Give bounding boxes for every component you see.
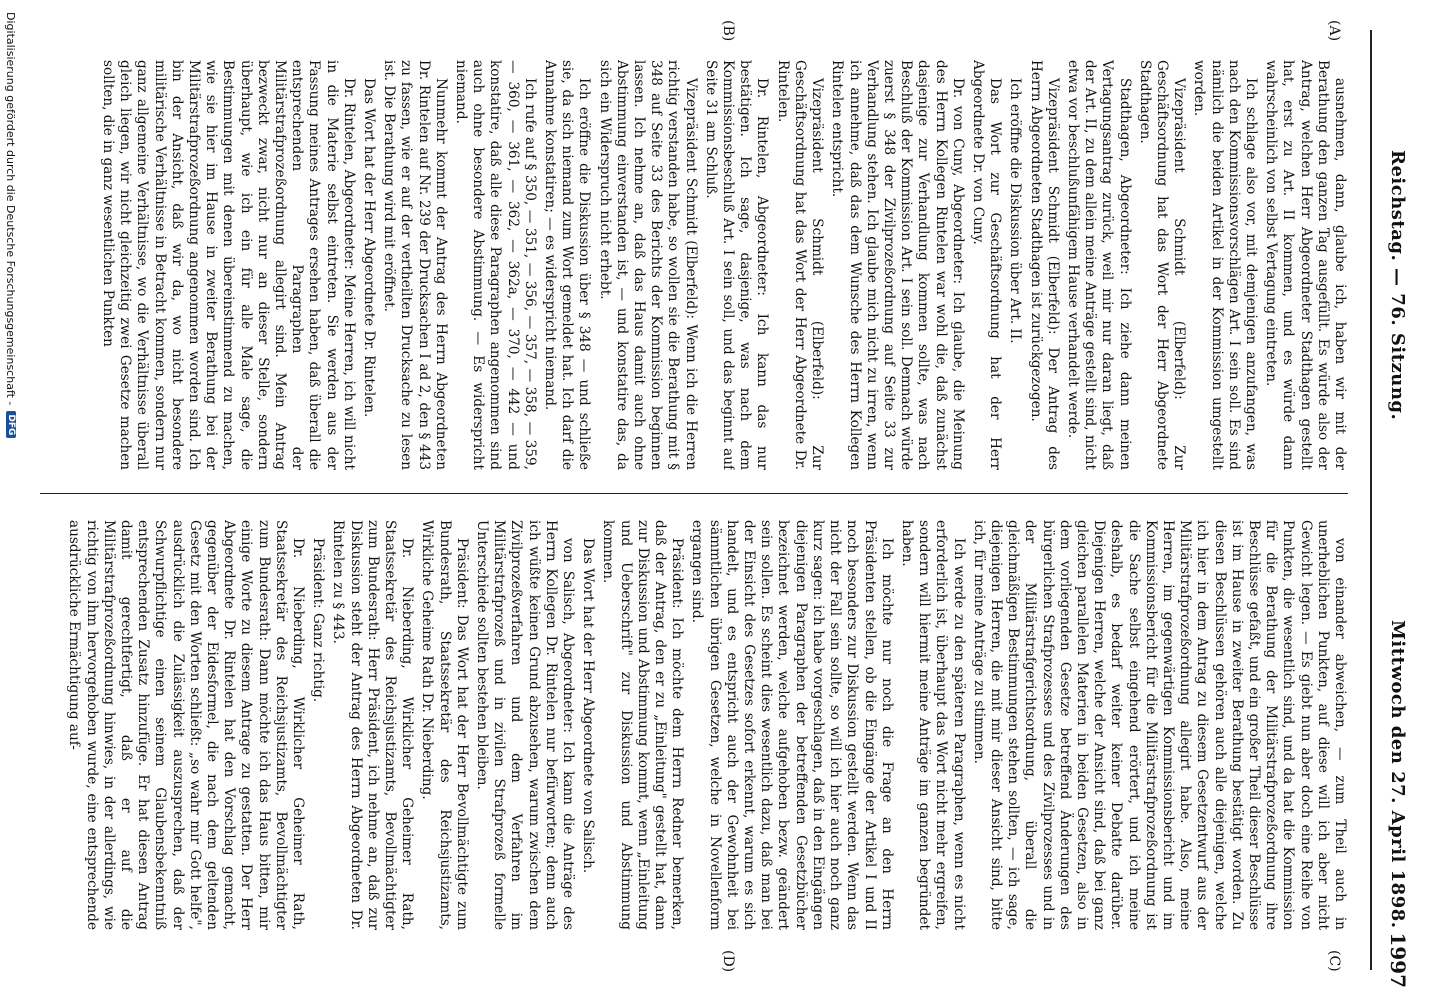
paragraph: von einander abweichen, — zum Theil auch in unerheblichen Punkten, auf diese will ich aber nicht Gewicht legen. — Es giebt nun aber doch eine Reihe von Punkten, die wesentlich sind, und da hat die Kommission für die Berathung der Militärstrafprozeßordnung ihre Beschlüsse gefaßt, und ein großer Theil dieser Beschlüsse ist im Hause in zweiter Berathung bestätigt worden. Zu diesen Beschlüssen gehören auch alle diejenigen, welche ich hier in dem Antrag zu diesem Gesetzentwurf aus der Militärstrafprozeßordnung allegirt habe. Also, meine Herren, im gegenwärtigen Kommissionsbericht und im Kommissionsbericht für die Militärstrafprozeßordnung ist die Sache selbst eingehend erörtert, und ich meine deshalb, es bedarf weiter keiner Debatte darüber. Diejenigen Herren, welche der Ansicht sind, daß bei ganz gleichen parallelen Materien in beiden Gesetzen, also in dem vorliegenden Gesetze betreffend Änderungen des bürgerlichen Strafprozesses und des Zivilprozesses und in der Militärstrafgerichtsordnung, überall die gleichmäßigen Bestimmungen stehen sollten, — ich sage, diejenigen Herren, die mit mir dieser Ansicht sind, bitte ich, für meine Anträge zu stimmen.: [970, 520, 1348, 930]
paragraph: Ich rufe auf § 350, — 351, — 356, — 357, — 358, — 359, — 360, — 361, — 362, — 362a, — 370, — 442 — und konstatire, daß alle diese Paragraphen angenommen sind auch ohne besondere Abstimmung. — Es widerspricht niemand.: [453, 60, 538, 470]
header-left-title: Reichstag. — 76. Sitzung.: [1387, 150, 1408, 421]
right-text-column: [28, 520, 1348, 930]
paragraph: Ich eröffne die Diskussion über Art. II.: [1007, 78, 1024, 344]
paragraph: Dr. Rintelen, Abgeordneter: Meine Herren, ich will nicht in die Materie selbst eintreten. Sie werden aus der Fassung meines Antrages ersehen haben, daß überall die entsprechenden Paragraphen der Militärstrafprozeßordnung allegirt sind. Mein Antrag bezweckt zwar, nicht nur an dieser Stelle, sondern überhaupt, wie ich ein für alle Male sage, die Bestimmungen mit denen übereinstimmend zu machen, wie sie hier im Hause in zweiter Berathung bei der Militärstrafprozeßordnung angenommen worden sind. Ich bin der Ansicht, daß wir da, wo nicht besondere militärische Verhältnisse in Betracht kommen, sondern nur ganz allgemeine Verhältnisse, wo die Verhältnisse überall gleich liegen, wir nicht gleichzeitig zwei Gesetze machen sollten, die in ganz wesentlichen Punkten: [99, 60, 357, 470]
paragraph: Dr. von Cuny, Abgeordneter: Ich glaube, die Meinung des Herrn Kollegen Rintelen war wohl die, daß zunächst dasjenige zur Verhandlung kommen sollte, was nach Beschluß der Kommission Art. I sein soll. Demnach würde zuerst § 348 der Zivilprozeßordnung auf Seite 33 zur Verhandlung stehen. Ich glaube mich nicht zu irren, wenn ich annehme, daß das dem Wunsche des Herrn Kollegen Rintelen entspricht.: [829, 60, 966, 470]
dfg-logo: DFG: [6, 411, 16, 438]
header-right-date: Mittwoch den 27. April 1898.: [1387, 620, 1408, 929]
paragraph: Dr. Nieberding, Wirklicher Geheimer Rath, Staatssekretär des Reichsjustizamts, Bevollmächtigter zum Bundesrath: Dann möchte ich das Haus bitten, mir einige Worte zu diesem Antrage zu gestatten. Der Herr Abgeordnete Dr. Rintelen hat den Vorschlag gemacht, gegenüber der Eidesformel, die nach dem geltenden Gesetz mit den Worten schließt: „so wahr mir Gott helfe", ausdrücklich die Zulässigkeit auszusprechen, daß der Schwurpflichtige einen seinem Glaubensbekenntniß entsprechenden Zusatz hinzufüge. Er hat diesen Antrag damit gerechtfertigt, daß er auf die Militärstrafprozeßordnung hinwies, in der allerdings, wie richtig von ihm hervorgehoben wurde, eine entsprechende ausdrückliche Ermächtigung auf-: [66, 520, 307, 930]
paragraph: Das Wort hat der Herr Abgeordnete Dr. Rintelen.: [361, 78, 378, 418]
left-text-column: [28, 60, 1348, 470]
paragraph: Ich werde zu den späteren Paragraphen, wenn es nicht erforderlich ist, überhaupt das Wort nicht mehr ergreifen, sondern will hiermit meine Anträge im ganzen begründet haben.: [898, 520, 967, 930]
margin-marker-d: (D): [720, 950, 736, 973]
paragraph: Ich möchte nur noch die Frage an den Herrn Präsidenten stellen, ob die Eingänge der Artikel I und II noch besonders zur Diskussion gestellt werden. Wenn das nicht der Fall sein sollte, so will ich hier auch noch ganz kurz sagen: ich habe vorgeschlagen, daß in den Eingängen diejenigen Paragraphen der betreffenden Gesetzbücher bezeichnet werden, welche aufgehoben bezw. geändert sein sollen. Es scheint dies wesentlich dazu, daß man bei der Einsicht des Gesetzes sofort erkennt, warum es sich handelt, und es entspricht auch der Gewohnheit bei sämmtlichen übrigen Gesetzen, welche in Novellenform ergangen sind.: [689, 520, 895, 930]
paragraph: Präsident: Das Wort hat der Herr Bevollmächtigte zum Bundesrath, Staatssekretär des Reichsjustizamts, Wirkliche Geheime Rath Dr. Nieberding.: [419, 520, 470, 930]
paragraph: Vizepräsident Schmidt (Elberfeld): Zur Geschäftsordnung hat das Wort der Herr Abgeordnete Stadthagen.: [1136, 60, 1188, 470]
paragraph: Dr. Rintelen, Abgeordneter: Ich kann das nur bestätigen. Ich sage, dasjenige, was nach dem Kommissionsbeschluß Art. I sein soll, und das beginnt auf Seite 31 am Schluß.: [702, 60, 771, 470]
header-rule: [1370, 30, 1372, 970]
digitization-credit: [0, 0, 22, 1000]
paragraph: Präsident: Ich möchte dem Herrn Redner bemerken, daß der Antrag, den er zu „Einleitung" gestellt hat, dann zur Diskussion und Abstimmung kommt, wenn „Einleitung und Ueberschrift" zur Diskussion und Abstimmung kommen.: [600, 520, 686, 930]
margin-marker-b: (B): [720, 20, 736, 42]
paragraph: Präsident: Ganz richtig.: [310, 538, 327, 703]
paragraph: Vizepräsident Schmidt (Elberfeld): Der Antrag des Herrn Abgeordneten Stadthagen ist zurückgezogen.: [1027, 60, 1061, 470]
paragraph: Nunmehr kommt der Antrag des Herrn Abgeordneten Dr. Rintelen auf Nr. 239 der Drucksachen I ad 2, den § 443 zu fassen, wie er auf der vertheilten Drucksache zu lesen ist. Die Berathung wird mit eröffnet.: [381, 60, 449, 470]
paragraph: Stadthagen, Abgeordneter: Ich ziehe dann meinen Vertagungsantrag zurück, weil mir nur daran liegt, daß der Art. II, zu dem allein meine Anträge gestellt sind, nicht etwa vor beschlußunfähigem Hause verhandelt werde.: [1064, 60, 1133, 470]
margin-marker-a: (A): [1326, 20, 1342, 42]
margin-marker-c: (C): [1326, 950, 1342, 972]
paragraph: von Salisch, Abgeordneter: Ich kann die Anträge des Herrn Kollegen Dr. Rintelen nur befürworten; denn auch ich wüßte keinen Grund abzusehen, warum zwischen dem Zivilprozeßverfahren und dem Verfahren im Militärstrafprozeß und in zivilen Strafprozeß formelle Unterschiede sollten bestehen bleiben.: [474, 520, 577, 930]
paragraph: Dr. Nieberding, Wirklicher Geheimer Rath, Staatssekretär des Reichsjustizamts, Bevollmächtigter zum Bundesrath: Herr Präsident, ich nehme an, daß zur Diskussion steht der Antrag des Herrn Abgeordneten Dr. Rintelen zu § 443.: [330, 520, 416, 930]
page-number: 1997: [1386, 932, 1410, 988]
paragraph: Ich eröffne die Diskussion über § 348 — und schließe sie, da sich niemand zum Wort gemeldet hat. Ich darf die Annahme konstatiren; — es widerspricht niemand.: [542, 60, 593, 470]
paragraph: Das Wort hat der Herr Abgeordnete von Salisch.: [580, 538, 597, 874]
page-header: [1350, 0, 1434, 1000]
paragraph: Vizepräsident Schmidt (Elberfeld): Wenn ich die Herren richtig verstanden habe, so wollen sie die Berathung mit § 348 auf Seite 33 des Berichts der Kommission beginnen lassen. Ich nehme an, daß das Haus damit auch ohne Abstimmung einverstanden ist, — und konstatire das, da sich ein Widerspruch nicht erhebt.: [596, 60, 699, 470]
credit-text: Digitalisierung gefördert durch die Deutsche Forschungsgemeinschaft -: [4, 12, 18, 406]
paragraph: ausnehmen, dann, glaube ich, haben wir mit der Berathung den ganzen Tag ausgefüllt. Es würde also der Antrag, welchen Herr Abgeordneter Stadthagen gestellt hat, erst zu Art. II kommen, und es würde dann wahrscheinlich von selbst Vertagung eintreten.: [1263, 60, 1348, 470]
paragraph: Vizepräsident Schmidt (Elberfeld): Zur Geschäftsordnung hat das Wort der Herr Abgeordnete Dr. Rintelen.: [774, 60, 826, 470]
column-divider: [40, 493, 1348, 494]
paragraph: Das Wort zur Geschäftsordnung hat der Herr Abgeordnete Dr. von Cuny.: [969, 60, 1004, 470]
paragraph: Ich schlage also vor, mit demjenigen anzufangen, was nach den Kommissionsvorschlägen Art. I sein soll. Es sind nämlich die beiden Artikel in der Kommission umgestellt worden.: [1191, 60, 1259, 470]
